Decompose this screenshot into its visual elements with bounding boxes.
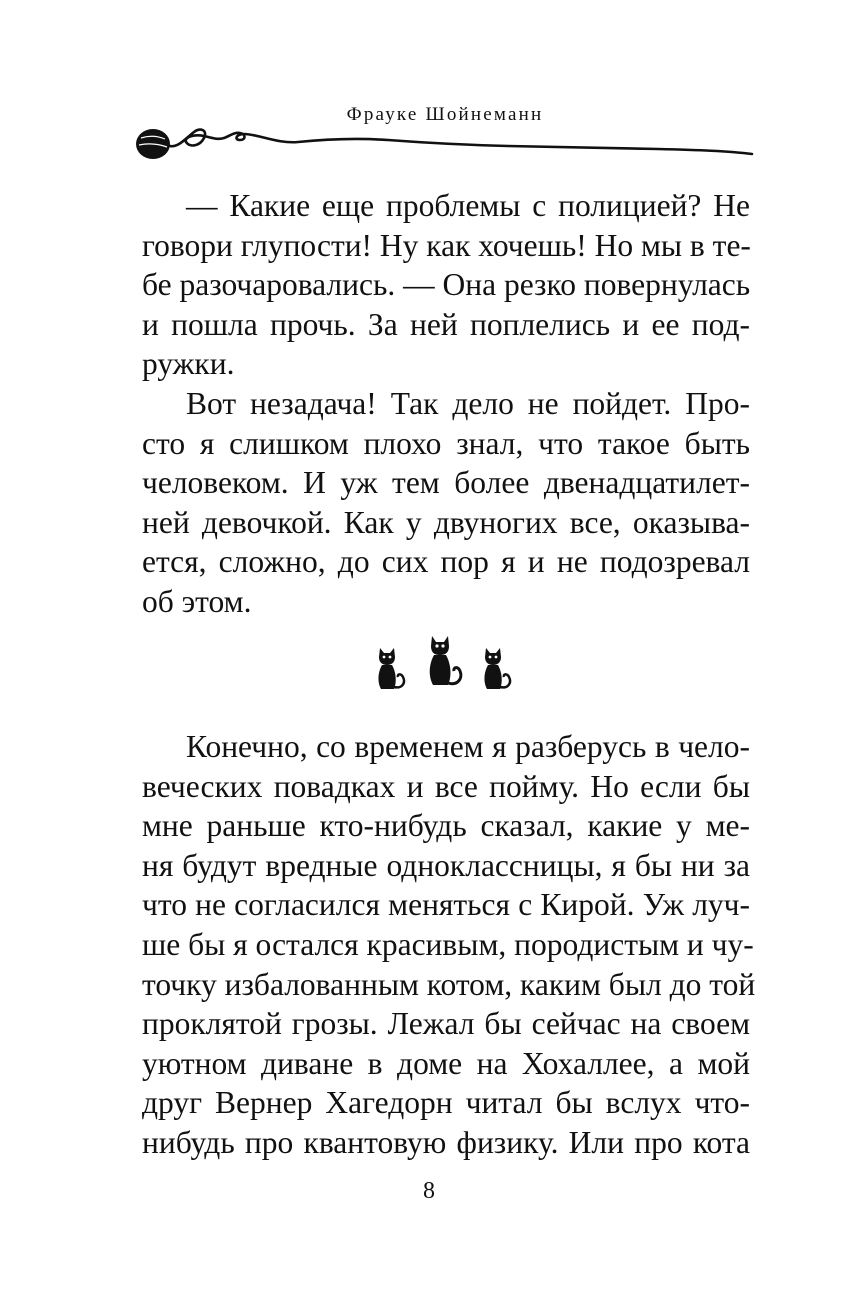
running-head: Фрауке Шойнеманн [346, 104, 544, 125]
text-line: ружки. [142, 346, 235, 382]
text-line: и пошла прочь. За ней поплелись и ее под- [142, 306, 750, 342]
paragraph-reflection [142, 384, 750, 622]
text-line: ется, сложно, до сих пор я и не подозревал [142, 544, 750, 580]
text-line: человеком. И уж тем более двенадцатилет- [142, 465, 750, 501]
text-line: друг Вернер Хагедорн читал бы вслух что- [142, 1085, 750, 1121]
text-line: нибудь про квантовую физику. Или про кота [142, 1124, 750, 1160]
text-line: говори глупости! Ну как хочешь! Но мы в те- [142, 227, 751, 263]
text-line: мне раньше кто-нибудь сказал, какие у ме- [142, 808, 750, 844]
page-number: 8 [423, 1178, 435, 1204]
text-line: Вот незадача! Так дело не пойдет. Про- [186, 386, 750, 421]
text-line: точку избалованным котом, каким был до той [142, 966, 756, 1002]
text-line: бе разочаровались. — Она резко повернулась [142, 267, 751, 303]
cat-icon [430, 636, 461, 685]
yarn-ball-with-thread-icon [128, 118, 754, 166]
three-black-cats-icon [370, 630, 526, 694]
text-line: проклятой грозы. Лежал бы сейчас на своем [142, 1006, 750, 1042]
text-line: — Какие еще проблемы с полицией? Не [186, 188, 750, 223]
text-line: об этом. [142, 583, 252, 619]
paragraph-dialogue [142, 186, 750, 384]
cat-icon [484, 648, 510, 689]
text-line: уютном диване в доме на Хохаллее, а мой [142, 1045, 750, 1081]
cat-icon [378, 648, 404, 689]
text-line: ше бы я остался красивым, породистым и чу- [142, 926, 754, 962]
text-line: веческих повадках и все пойму. Но если бы [142, 768, 750, 804]
text-line: ня будут вредные одноклассницы, я бы ни за [142, 847, 750, 883]
text-line: ней девочкой. Как у двуногих все, оказыва- [142, 504, 750, 540]
text-line: сто я слишком плохо знал, что такое быть [142, 425, 750, 461]
text-line: что не согласился меняться с Кирой. Уж луч- [142, 887, 750, 923]
text-line: Конечно, со временем я разберусь в чело- [186, 729, 750, 764]
paragraph-narration [142, 727, 756, 1163]
